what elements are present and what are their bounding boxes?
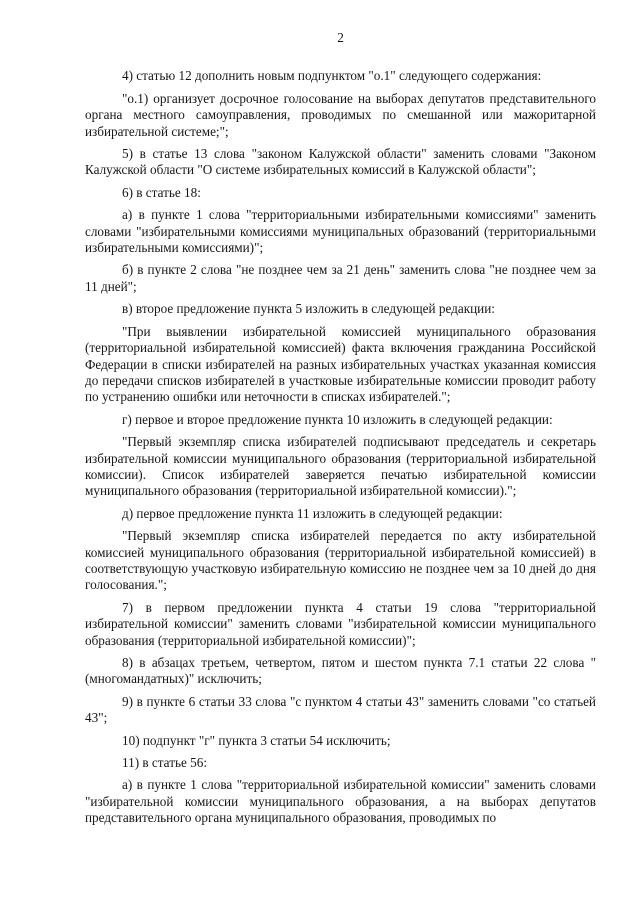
quoted-text-6v: "При выявлении избирательной комиссией муниципального образования (территориальной избирательной комиссией) факта включения гражданина Российской Федерации в списки избирателей на разных избирательных участках указанная комиссия до передачи списков избирателей в участковые избирательные комиссии проводит работу по устранению ошибки или неточности в списках избирателей."; xyxy=(85,323,596,405)
paragraph-item-6: 6) в статье 18: xyxy=(122,184,201,200)
paragraph-item-10: 10) подпункт "г" пункта 3 статьи 54 исключить; xyxy=(122,732,391,748)
subitem-6v: в) второе предложение пункта 5 изложить в следующей редакции: xyxy=(122,301,495,317)
paragraph-item-7: 7) в первом предложении пункта 4 статьи 19 слова "территориальной избирательной комиссии" заменить словами "избирательной комиссии муниципального образования (территориальной избирательной комиссии)"; xyxy=(85,599,596,648)
page-number: 2 xyxy=(337,30,344,45)
subitem-6g: г) первое и второе предложение пункта 10 изложить в следующей редакции: xyxy=(122,411,553,427)
quoted-subitem-o1: "о.1) организует досрочное голосование на выборах депутатов представительного органа местного самоуправления, проводимых по смешанной или мажоритарной избирательной системе;"; xyxy=(85,90,596,139)
paragraph-item-4: 4) статью 12 дополнить новым подпунктом "о.1" следующего содержания: xyxy=(122,68,542,84)
subitem-6d: д) первое предложение пункта 11 изложить в следующей редакции: xyxy=(122,505,503,521)
subitem-11a: а) в пункте 1 слова "территориальной избирательной комиссии" заменить словами "избирательной комиссии муниципального образования, а на выборах депутатов представительного органа муниципального образования, проводимых по xyxy=(85,777,596,826)
subitem-6a: а) в пункте 1 слова "территориальными избирательными комиссиями" заменить словами "избирательными комиссиями муниципальных образований (территориальными избирательными комиссиями)"; xyxy=(85,207,596,256)
quoted-text-6g: "Первый экземпляр списка избирателей подписывают председатель и секретарь избирательной комиссии муниципального образования (территориальной избирательной комиссии). Список избирателей заверяется печатью избирательной комиссии муниципального образования (территориальной избирательной комиссии)."; xyxy=(85,434,596,499)
paragraph-item-9: 9) в пункте 6 статьи 33 слова "с пунктом 4 статьи 43" заменить словами "со статьей 43"; xyxy=(85,693,596,726)
subitem-6b: б) в пункте 2 слова "не позднее чем за 21 день" заменить слова "не позднее чем за 11 дней"; xyxy=(85,262,596,294)
quoted-text-6d: "Первый экземпляр списка избирателей передается по акту избирательной комиссией муниципального образования (территориальной избирательной комиссией) в соответствующую участковую избирательную комиссию не позднее чем за 10 дней до дня голосования."; xyxy=(85,528,596,593)
paragraph-item-8: 8) в абзацах третьем, четвертом, пятом и шестом пункта 7.1 статьи 22 слова "(многомандатных)" исключить; xyxy=(85,655,596,687)
paragraph-item-5: 5) в статье 13 слова "законом Калужской области" заменить словами "Законом Калужской области "О системе избирательных комиссий в Калужской области"; xyxy=(85,146,596,178)
paragraph-item-11: 11) в статье 56: xyxy=(122,755,207,771)
